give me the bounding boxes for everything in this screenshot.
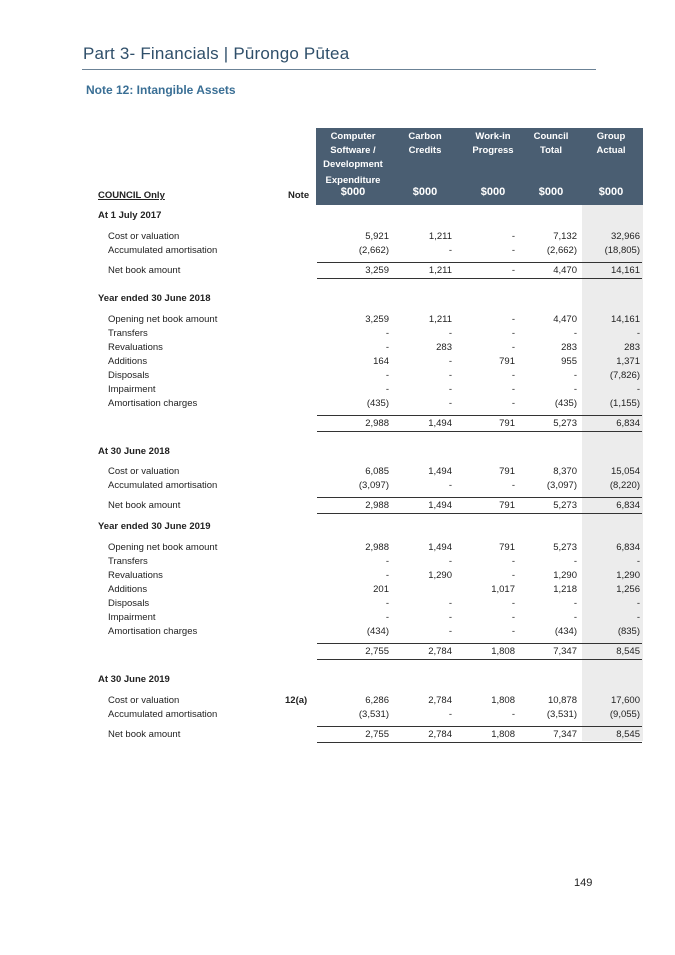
table-cell: (1,155): [609, 398, 640, 409]
subtotal-rule: [317, 497, 642, 498]
table-cell: -: [448, 612, 452, 623]
table-cell: -: [385, 328, 389, 339]
column-heading-carbon-credits: [394, 130, 456, 158]
table-cell: -: [385, 556, 389, 567]
table-cell: 1,211: [428, 314, 452, 325]
heading-line: Computer: [330, 131, 376, 142]
table-cell: -: [448, 356, 452, 367]
row-label: Net book amount: [108, 500, 181, 511]
table-cell: 14,161: [610, 265, 640, 276]
table-cell: 2,755: [365, 646, 389, 657]
column-unit: $000: [412, 186, 438, 198]
row-label: Transfers: [108, 556, 148, 567]
row-label: Amortisation charges: [108, 626, 198, 637]
table-cell: 8,545: [616, 729, 640, 740]
table-cell: 2,784: [428, 646, 452, 657]
table-cell: (3,531): [546, 709, 577, 720]
table-cell: (7,826): [609, 370, 640, 381]
table-cell: 4,470: [553, 314, 577, 325]
table-cell: -: [573, 328, 577, 339]
table-cell: -: [573, 370, 577, 381]
subtotal-rule: [317, 262, 642, 263]
table-cell: -: [448, 709, 452, 720]
subtotal-rule: [317, 415, 642, 416]
table-cell: -: [573, 384, 577, 395]
note-column-header: Note: [288, 190, 310, 201]
table-cell: (835): [617, 626, 640, 637]
column-heading-group-actual: [580, 130, 642, 158]
table-cell: 164: [373, 356, 389, 367]
table-cell: 283: [561, 342, 577, 353]
row-label: Additions: [108, 356, 148, 367]
table-cell: 1,256: [616, 584, 640, 595]
table-cell: 1,494: [428, 466, 452, 477]
table-cell: 8,370: [553, 466, 577, 477]
table-cell: 1,290: [428, 570, 452, 581]
row-label: Opening net book amount: [108, 314, 218, 325]
table-cell: 1,808: [491, 646, 515, 657]
table-cell: -: [385, 370, 389, 381]
row-label-header: COUNCIL Only: [98, 190, 165, 201]
row-label: Accumulated amortisation: [108, 245, 218, 256]
column-heading-council-total: [520, 130, 582, 158]
table-cell: 6,834: [616, 500, 640, 511]
table-cell: -: [385, 598, 389, 609]
table-cell: 791: [499, 466, 515, 477]
row-label: Net book amount: [108, 729, 181, 740]
note-title: Note 12: Intangible Assets: [86, 83, 236, 97]
table-cell: 1,211: [428, 265, 452, 276]
page-header-rule: [82, 69, 596, 70]
table-cell: -: [636, 328, 640, 339]
table-cell: 1,290: [553, 570, 577, 581]
row-label: Accumulated amortisation: [108, 480, 218, 491]
subtotal-rule: [317, 726, 642, 727]
row-label: Disposals: [108, 598, 150, 609]
table-cell: 6,834: [616, 542, 640, 553]
section-heading: At 30 June 2018: [98, 446, 170, 457]
table-cell: 201: [373, 584, 389, 595]
table-cell: -: [511, 612, 515, 623]
heading-line: Progress: [472, 145, 514, 156]
table-cell: (9,055): [609, 709, 640, 720]
table-cell: (2,662): [358, 245, 389, 256]
table-cell: -: [385, 570, 389, 581]
table-cell: 6,085: [365, 466, 389, 477]
page-header-title: Part 3- Financials | Pūrongo Pūtea: [83, 44, 350, 63]
table-cell: 6,286: [365, 695, 389, 706]
table-cell: 7,347: [553, 729, 577, 740]
table-cell: 283: [624, 342, 640, 353]
row-label: Accumulated amortisation: [108, 709, 218, 720]
table-cell: 3,259: [365, 265, 389, 276]
table-cell: 7,132: [553, 231, 577, 242]
table-cell: 10,878: [547, 695, 577, 706]
section-heading: Year ended 30 June 2019: [98, 521, 211, 532]
table-cell: -: [511, 598, 515, 609]
column-heading-work-in-progress: [462, 130, 524, 158]
table-cell: -: [636, 598, 640, 609]
table-cell: 4,470: [553, 265, 577, 276]
column-unit: $000: [538, 186, 564, 198]
table-cell: -: [448, 598, 452, 609]
table-cell: 5,273: [553, 418, 577, 429]
table-cell: -: [448, 384, 452, 395]
table-cell: -: [511, 709, 515, 720]
table-cell: 1,371: [616, 356, 640, 367]
table-cell: -: [511, 480, 515, 491]
table-cell: 791: [499, 418, 515, 429]
table-cell: -: [573, 612, 577, 623]
table-cell: 955: [561, 356, 577, 367]
row-label: Impairment: [108, 384, 156, 395]
row-label: Impairment: [108, 612, 156, 623]
table-cell: -: [511, 626, 515, 637]
table-cell: 2,784: [428, 695, 452, 706]
column-unit: $000: [340, 186, 366, 198]
section-heading: At 30 June 2019: [98, 674, 170, 685]
row-label: Disposals: [108, 370, 150, 381]
table-cell: -: [448, 556, 452, 567]
heading-line: Development: [323, 159, 383, 170]
table-cell: 15,054: [610, 466, 640, 477]
table-cell: 2,988: [365, 542, 389, 553]
page-number: 149: [574, 877, 593, 889]
table-cell: (3,531): [358, 709, 389, 720]
subtotal-rule: [317, 643, 642, 644]
table-cell: 5,273: [553, 500, 577, 511]
table-cell: 2,988: [365, 500, 389, 511]
table-cell: -: [511, 398, 515, 409]
heading-line: Council: [533, 131, 569, 142]
table-cell: 5,273: [553, 542, 577, 553]
table-cell: 1,494: [428, 500, 452, 511]
section-heading: At 1 July 2017: [98, 210, 162, 221]
table-cell: -: [385, 342, 389, 353]
heading-line: Actual: [596, 145, 626, 156]
table-cell: 791: [499, 542, 515, 553]
table-cell: -: [448, 328, 452, 339]
table-cell: 2,988: [365, 418, 389, 429]
table-cell: -: [448, 245, 452, 256]
subtotal-rule: [317, 431, 642, 432]
table-cell: 2,784: [428, 729, 452, 740]
row-label: Cost or valuation: [108, 695, 180, 706]
row-label: Revaluations: [108, 342, 163, 353]
table-cell: -: [448, 370, 452, 381]
heading-line: Total: [540, 145, 562, 156]
column-unit: $000: [598, 186, 624, 198]
table-cell: -: [511, 370, 515, 381]
table-cell: 1,211: [428, 231, 452, 242]
table-cell: 14,161: [610, 314, 640, 325]
table-cell: 283: [436, 342, 452, 353]
table-cell: -: [636, 384, 640, 395]
column-unit: $000: [480, 186, 506, 198]
table-cell: 2,755: [365, 729, 389, 740]
table-cell: 17,600: [610, 695, 640, 706]
table-cell: 1,494: [428, 542, 452, 553]
table-cell: 1,017: [491, 584, 515, 595]
table-cell: 32,966: [610, 231, 640, 242]
table-cell: -: [573, 598, 577, 609]
table-cell: 6,834: [616, 418, 640, 429]
row-label: Revaluations: [108, 570, 163, 581]
heading-line: Group: [596, 131, 626, 142]
table-cell: (2,662): [546, 245, 577, 256]
table-cell: 1,218: [553, 584, 577, 595]
table-cell: 791: [499, 356, 515, 367]
table-cell: -: [511, 328, 515, 339]
table-cell: -: [511, 265, 515, 276]
row-label: Transfers: [108, 328, 148, 339]
table-cell: -: [573, 556, 577, 567]
heading-line: Software /: [330, 145, 376, 156]
subtotal-rule: [317, 742, 642, 743]
table-cell: -: [448, 480, 452, 491]
table-cell: -: [511, 342, 515, 353]
table-cell: (18,805): [604, 245, 640, 256]
row-label: Opening net book amount: [108, 542, 218, 553]
row-label: Cost or valuation: [108, 466, 180, 477]
heading-line: Credits: [408, 145, 442, 156]
row-label: Additions: [108, 584, 148, 595]
table-cell: -: [511, 231, 515, 242]
subtotal-rule: [317, 659, 642, 660]
heading-line: Expenditure: [325, 175, 381, 186]
section-heading: Year ended 30 June 2018: [98, 293, 211, 304]
table-cell: -: [511, 245, 515, 256]
heading-line: Work-in: [475, 131, 511, 142]
table-cell: 1,808: [491, 695, 515, 706]
subtotal-rule: [317, 513, 642, 514]
table-cell: -: [636, 612, 640, 623]
table-cell: (435): [366, 398, 389, 409]
row-label: Cost or valuation: [108, 231, 180, 242]
table-cell: 5,921: [365, 231, 389, 242]
row-label: Amortisation charges: [108, 398, 198, 409]
table-cell: 8,545: [616, 646, 640, 657]
row-label: Net book amount: [108, 265, 181, 276]
table-cell: 7,347: [553, 646, 577, 657]
table-cell: 1,290: [616, 570, 640, 581]
table-cell: -: [636, 556, 640, 567]
table-cell: (435): [554, 398, 577, 409]
subtotal-rule: [317, 278, 642, 279]
column-heading-computer-software: [316, 130, 390, 188]
heading-line: Carbon: [408, 131, 442, 142]
row-note-ref: 12(a): [285, 695, 308, 706]
table-cell: -: [511, 384, 515, 395]
table-cell: -: [511, 314, 515, 325]
table-cell: -: [511, 570, 515, 581]
table-cell: 1,808: [491, 729, 515, 740]
table-cell: (434): [554, 626, 577, 637]
table-cell: 1,494: [428, 418, 452, 429]
table-cell: 3,259: [365, 314, 389, 325]
table-cell: (3,097): [546, 480, 577, 491]
table-cell: -: [385, 384, 389, 395]
table-cell: -: [448, 398, 452, 409]
table-cell: (3,097): [358, 480, 389, 491]
table-cell: -: [385, 612, 389, 623]
table-cell: -: [511, 556, 515, 567]
table-cell: (8,220): [609, 480, 640, 491]
table-cell: 791: [499, 500, 515, 511]
table-cell: (434): [366, 626, 389, 637]
table-cell: -: [448, 626, 452, 637]
